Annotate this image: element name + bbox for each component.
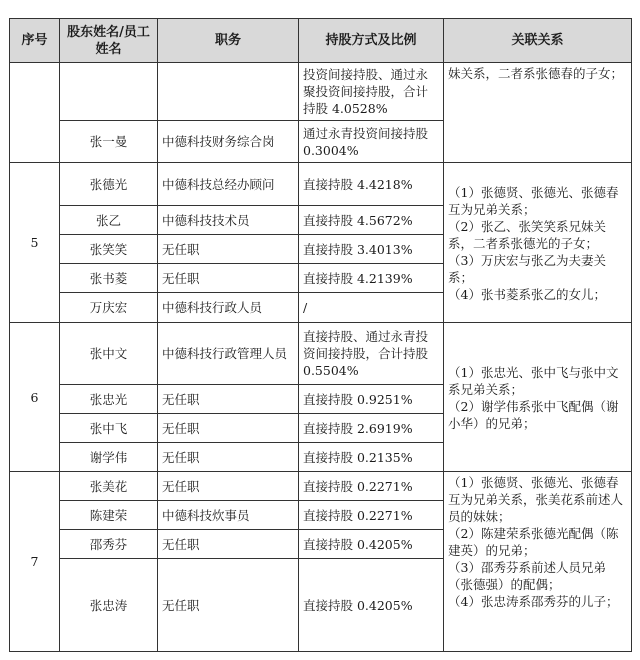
position-cell: 中德科技行政人员 [158,293,299,323]
seq-cell: 7 [10,472,60,652]
header-seq: 序号 [10,19,60,63]
name-cell: 张德光 [60,163,158,206]
position-cell: 中德科技总经办顾问 [158,163,299,206]
header-shareholder-name: 股东姓名/员工姓名 [60,19,158,63]
position-cell: 无任职 [158,385,299,414]
holding-cell: 直接持股 0.2271% [299,501,444,530]
relation-line: （2）谢学伟系张中飞配偶（谢小华）的兄弟； [448,399,619,431]
name-cell: 张美花 [60,472,158,501]
header-relation: 关联关系 [444,19,632,63]
position-cell [158,63,299,121]
seq-cell [10,63,60,163]
holding-cell: 直接持股 0.4205% [299,559,444,652]
relation-line: （2）陈建荣系张德光配偶（陈建英）的兄弟； [448,526,619,558]
relation-line: （1）张德贤、张德光、张德春互为兄弟关系； [448,185,619,217]
name-cell: 张书菱 [60,264,158,293]
position-cell: 无任职 [158,414,299,443]
relation-line: （3）万庆宏与张乙为夫妻关系； [448,253,606,285]
holding-cell: 直接持股 0.2271% [299,472,444,501]
relation-line: （4）张忠涛系邵秀芬的儿子； [448,594,619,609]
name-cell: 张忠涛 [60,559,158,652]
relation-line: （4）张书菱系张乙的女儿； [448,287,606,302]
relation-cell [444,63,632,163]
table-row [10,472,632,501]
seq-cell: 5 [10,163,60,323]
holding-cell: 直接持股 0.9251% [299,385,444,414]
position-cell: 无任职 [158,443,299,472]
relation-line: 妹关系，二者系张德春的子女； [448,66,624,81]
holding-cell: 直接持股 4.4218% [299,163,444,206]
table-header-row [10,19,632,63]
table-row [10,63,632,121]
name-cell: 谢学伟 [60,443,158,472]
table-row [10,163,632,206]
relation-cell [444,472,632,652]
holding-cell: 投资间接持股、通过永聚投资间接持股，合计持股 4.0528% [299,63,444,121]
holding-cell: 直接持股 4.2139% [299,264,444,293]
relation-line: （2）张乙、张笑笑系兄妹关系，二者系张德光的子女； [448,219,606,251]
holding-cell: 直接持股、通过永青投资间接持股，合计持股 0.5504% [299,323,444,385]
position-cell: 中德科技技术员 [158,206,299,235]
seq-cell: 6 [10,323,60,472]
name-cell: 张中飞 [60,414,158,443]
position-cell: 无任职 [158,264,299,293]
name-cell: 张中文 [60,323,158,385]
relation-line: （3）邵秀芬系前述人员兄弟（张德强）的配偶； [448,560,606,592]
position-cell: 无任职 [158,559,299,652]
name-cell: 张笑笑 [60,235,158,264]
position-cell: 中德科技炊事员 [158,501,299,530]
relation-line: （1）张忠光、张中飞与张中文系兄弟关系； [448,365,619,397]
holding-cell: 直接持股 0.4205% [299,530,444,559]
name-cell [60,63,158,121]
position-cell: 无任职 [158,472,299,501]
position-cell: 中德科技财务综合岗 [158,121,299,163]
header-position: 职务 [158,19,299,63]
name-cell: 陈建荣 [60,501,158,530]
header-holding: 持股方式及比例 [299,19,444,63]
name-cell: 张忠光 [60,385,158,414]
shareholder-table-container [9,18,632,652]
name-cell: 张乙 [60,206,158,235]
relation-cell [444,163,632,323]
table-row [10,323,632,385]
position-cell: 中德科技行政管理人员 [158,323,299,385]
name-cell: 张一曼 [60,121,158,163]
position-cell: 无任职 [158,530,299,559]
holding-cell: / [299,293,444,323]
shareholder-relation-table [9,18,632,652]
holding-cell: 直接持股 3.4013% [299,235,444,264]
relation-cell [444,323,632,472]
holding-cell: 通过永青投资间接持股 0.3004% [299,121,444,163]
holding-cell: 直接持股 4.5672% [299,206,444,235]
holding-cell: 直接持股 2.6919% [299,414,444,443]
holding-cell: 直接持股 0.2135% [299,443,444,472]
name-cell: 万庆宏 [60,293,158,323]
name-cell: 邵秀芬 [60,530,158,559]
relation-line: （1）张德贤、张德光、张德春互为兄弟关系，张美花系前述人员的妹妹； [448,475,624,524]
position-cell: 无任职 [158,235,299,264]
